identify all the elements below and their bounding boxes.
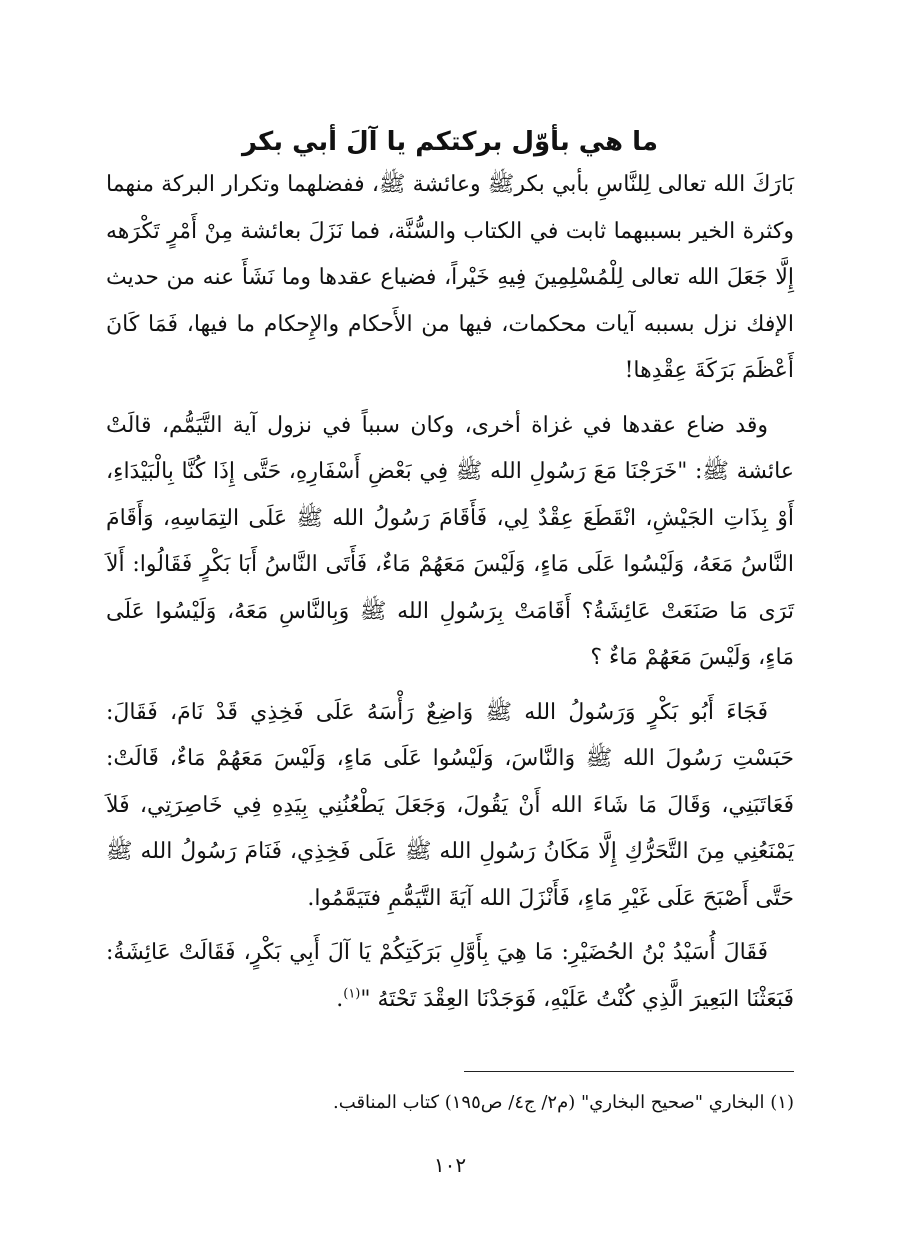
paragraph: بَارَكَ الله تعالى لِلنَّاسِ بأبي بكرﷺ وعائشة ﷺ، ففضلهما وتكرار البركة منهما وكثرة الخير بسببهما ثابت في الكتاب والسُّنَّة، فما نَزَلَ بعائشة مِنْ أَمْرٍ تَكْرَهه إِلَّا جَعَلَ الله تعالى لِلْمُسْلِمِينَ فِيهِ خَيْراً، فضياع عقدها وما نَشَأَ عنه من حديث الإفك نزل بسببه آيات محكمات، فيها من الأَحكام والإِحكام ما فيها، فَمَا كَانَ أَعْظَمَ بَرَكَةَ عِقْدِها! (106, 172, 794, 383)
page-number: ١٠٢ (433, 1153, 467, 1177)
paragraph: وقد ضاع عقدها في غزاة أخرى، وكان سبباً في نزول آية التَّيَمُّم، قالَتْ عائشة ﷺ: "خَرَجْنَا مَعَ رَسُولِ الله ﷺ فِي بَعْضِ أَسْفَارِهِ، حَتَّى إِذَا كُنَّا بِالْبَيْدَاءِ، أَوْ بِذَاتِ الجَيْشِ، انْقَطَعَ عِقْدٌ لِي، فَأَقَامَ رَسُولُ الله ﷺ عَلَى التِمَاسِهِ، وَأَقَامَ النَّاسُ مَعَهُ، وَلَيْسُوا عَلَى مَاءٍ، وَلَيْسَ مَعَهُمْ مَاءٌ، فَأَتَى النَّاسُ أَبَا بَكْرٍ فَقَالُوا: أَلاَ تَرَى مَا صَنَعَتْ عَائِشَةُ؟ أَقَامَتْ بِرَسُولِ الله ﷺ وَبِالنَّاسِ مَعَهُ، وَلَيْسُوا عَلَى مَاءٍ، وَلَيْسَ مَعَهُمْ مَاءٌ ؟ (106, 412, 794, 670)
page-title: ما هي بأوّل بركتكم يا آلَ أبي بكر (241, 127, 658, 157)
paragraph: فَجَاءَ أَبُو بَكْرٍ وَرَسُولُ الله ﷺ وَاضِعٌ رَأْسَهُ عَلَى فَخِذِي قَدْ نَامَ، فَقَالَ: حَبَسْتِ رَسُولَ الله ﷺ وَالنَّاسَ، وَلَيْسُوا عَلَى مَاءٍ، وَلَيْسَ مَعَهُمْ مَاءٌ، قَالَتْ: فَعَاتَبَنِي، وَقَالَ مَا شَاءَ الله أَنْ يَقُولَ، وَجَعَلَ يَطْعُنُنِي بِيَدِهِ فِي خَاصِرَتِي، فَلاَ يَمْنَعُنِي مِنَ التَّحَرُّكِ إِلَّا مَكَانُ رَسُولِ الله ﷺ عَلَى فَخِذِي، فَنَامَ رَسُولُ الله ﷺ حَتَّى أَصْبَحَ عَلَى غَيْرِ مَاءٍ، فَأَنْزَلَ الله آيَةَ التَّيَمُّمِ فتَيَمَّمُوا. (106, 699, 794, 911)
paragraph-last: فَقَالَ أُسَيْدُ بْنُ الحُضَيْرِ: مَا هِيَ بِأَوَّلِ بَرَكَتِكُمْ يَا آلَ أَبِي بَكْرٍ، فَقَالَتْ عَائِشَةُ: فَبَعَثْنَا البَعِيرَ الَّذِي كُنْتُ عَلَيْهِ، فَوَجَدْنَا العِقْدَ تَحْتَهُ "$^{(١)}$. (106, 940, 794, 1012)
footnote-separator (464, 1071, 794, 1072)
body-text (106, 162, 794, 1031)
paragraph-text: فَقَالَ أُسَيْدُ بْنُ الحُضَيْرِ: مَا هِيَ بِأَوَّلِ بَرَكَتِكُمْ يَا آلَ أَبِي بَكْرٍ، فَقَالَتْ عَائِشَةُ: فَبَعَثْنَا البَعِيرَ الَّذِي كُنْتُ عَلَيْهِ، فَوَجَدْنَا العِقْدَ تَحْتَهُ " (106, 940, 794, 1012)
footnote: (١) البخاري "صحيح البخاري" (م٢/ ج٤/ ص١٩٥) كتاب المناقب. (333, 1092, 794, 1113)
footnote-marker: (١) (343, 986, 361, 1002)
